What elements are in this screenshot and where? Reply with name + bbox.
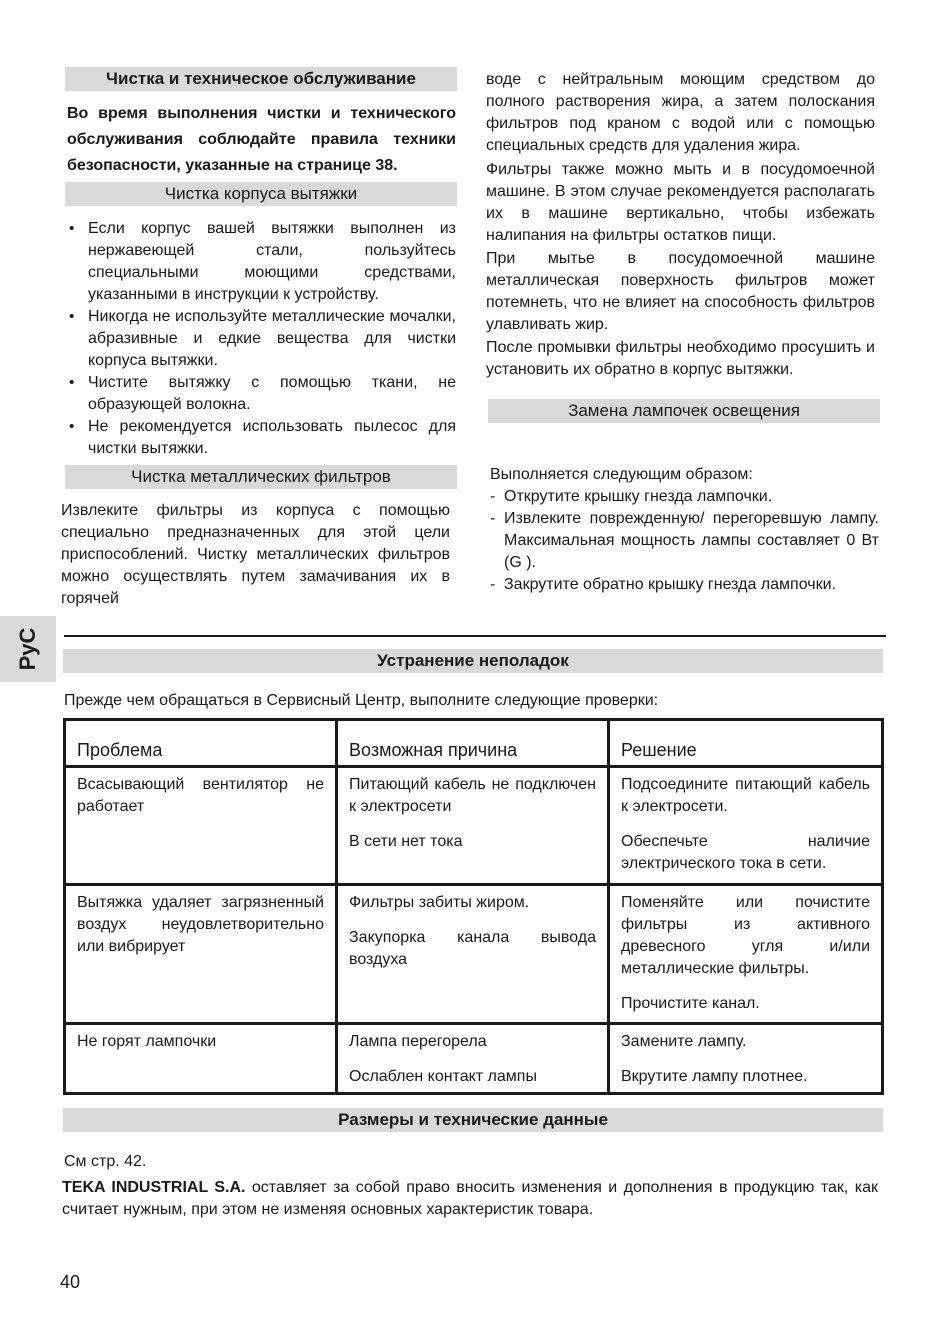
safety-note: Во время выполнения чистки и технического обслуживания соблюдайте правила техники безопасности, указанные на странице 38.: [67, 105, 456, 174]
cause-text: Фильтры забиты жиром.: [349, 894, 530, 911]
solution-text: Обеспечьте наличие электрического тока в сети.: [621, 833, 870, 872]
list-item: • Не рекомендуется использовать пылесос для чистки вытяжки.: [64, 416, 456, 460]
solution-text: Замените лампу.: [621, 1033, 747, 1050]
see-page-reference: См стр. 42.: [64, 1153, 147, 1170]
table-row: [65, 767, 883, 885]
section-heading-lamps: Замена лампочек освещения: [488, 399, 880, 423]
list-item: • Чистите вытяжку с помощью ткани, не образующей волокна.: [64, 372, 456, 416]
section-heading-troubleshooting: Устранение неполадок: [63, 649, 883, 673]
problem-text: Всасывающий вентилятор не работает: [77, 776, 324, 815]
solution-cell: [609, 1024, 883, 1094]
manufacturer-notice: [62, 1177, 878, 1221]
problem-cell: [65, 767, 337, 885]
list-item: - Извлеките поврежденную/ перегоревшую лампу. Максимальная мощность лампы составляет 0 Вт (G ).: [490, 508, 879, 574]
body-cleaning-list: [64, 218, 456, 460]
column-header: Проблема: [65, 720, 337, 767]
filters-text: Извлеките фильтры из корпуса с помощью специально предназначенных для этой цели приспособлений. Чистку металлических фильтров можно осуществлять путем замачивания их в горячей: [61, 502, 450, 607]
problem-text: Не горят лампочки: [77, 1033, 217, 1050]
column-header: Возможная причина: [337, 720, 609, 767]
section-heading-filters: Чистка металлических фильтров: [65, 465, 457, 489]
cause-text: Питающий кабель не подключен к электросети: [349, 776, 596, 815]
list-item: - Открутите крышку гнезда лампочки.: [490, 486, 879, 508]
section-heading-body-cleaning: Чистка корпуса вытяжки: [65, 182, 457, 206]
problem-cell: [65, 885, 337, 1024]
cause-cell: [337, 885, 609, 1024]
drying-text: После промывки фильтры необходимо просушить и установить их обратно в корпус вытяжки.: [486, 339, 875, 378]
table-header-row: [65, 720, 883, 767]
section-divider: [64, 635, 886, 637]
list-item: • Никогда не используйте металлические мочалки, абразивные и едкие вещества для чистки корпуса вытяжки.: [64, 306, 456, 372]
column-header: Решение: [609, 720, 883, 767]
solution-text: Вкрутите лампу плотнее.: [621, 1068, 808, 1085]
section-heading-cleaning: Чистка и техническое обслуживание: [65, 67, 457, 91]
table-row: [65, 1024, 883, 1094]
cause-text: Ослаблен контакт лампы: [349, 1068, 537, 1085]
company-name: TEKA INDUSTRIAL S.A.: [62, 1179, 246, 1196]
solution-text: Подсоедините питающий кабель к электросети.: [621, 776, 870, 815]
solution-cell: [609, 885, 883, 1024]
troubleshooting-intro: Прежде чем обращаться в Сервисный Центр, выполните следующие проверки:: [64, 692, 659, 709]
lamp-intro: Выполняется следующим образом:: [490, 466, 753, 483]
cause-cell: [337, 1024, 609, 1094]
page-number: 40: [60, 1272, 81, 1292]
list-item: - Закрутите обратно крышку гнезда лампочки.: [490, 574, 879, 596]
darkening-text: При мытье в посудомоечной машине металлическая поверхность фильтров может потемнеть, что не влияет на способность фильтров улавливать жир.: [486, 250, 875, 333]
cause-text: Лампа перегорела: [349, 1033, 487, 1050]
problem-text: Вытяжка удаляет загрязненный воздух неудовлетворительно или вибрирует: [77, 894, 324, 955]
cause-cell: [337, 767, 609, 885]
list-item: • Если корпус вашей вытяжки выполнен из нержавеющей стали, пользуйтесь специальными моющими средствами, указанными в инструкции к устройству.: [64, 218, 456, 306]
solution-text: Поменяйте или почистите фильтры из активного древесного угля и/или металлические фильтры.: [621, 894, 870, 977]
troubleshooting-table: [63, 718, 884, 1095]
solution-cell: [609, 767, 883, 885]
language-tab: [0, 616, 56, 682]
problem-cell: [65, 1024, 337, 1094]
table-row: [65, 885, 883, 1024]
language-tab-label: РуС: [15, 627, 40, 671]
notice-text: оставляет за собой право вносить изменения и дополнения в продукцию так, как считает нужным, при этом не изменяя основных характеристик товара.: [62, 1179, 878, 1218]
solution-text: Прочистите канал.: [621, 995, 760, 1012]
filters-text-continued: воде с нейтральным моющим средством до полного растворения жира, а затем полоскания фильтров под краном с водой или с помощью специальных средств для удаления жира.: [486, 71, 875, 154]
cause-text: В сети нет тока: [349, 833, 463, 850]
section-heading-specs: Размеры и технические данные: [63, 1108, 883, 1132]
dishwasher-text: Фильтры также можно мыть и в посудомоечной машине. В этом случае рекомендуется располагать их в машине вертикально, чтобы избежать налипания на фильтры остатков пищи.: [486, 161, 875, 244]
cause-text: Закупорка канала вывода воздуха: [349, 929, 596, 968]
lamp-steps-list: [490, 486, 879, 596]
